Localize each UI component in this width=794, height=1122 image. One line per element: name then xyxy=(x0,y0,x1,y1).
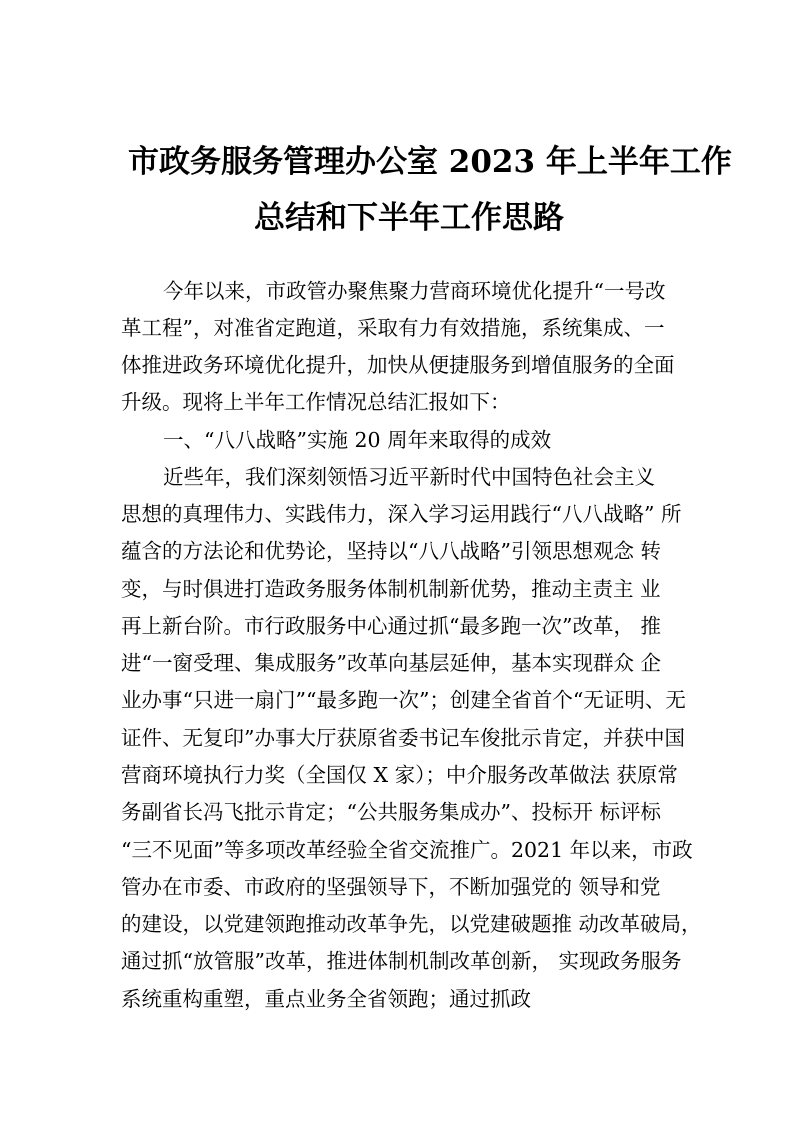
paragraph-line: 的建设，以党建领跑推动改革争先，以党建破题推 动改革破局， xyxy=(121,912,702,936)
paragraph-line: 今年以来，市政管办聚焦聚力营商环境优化提升“一号改 xyxy=(163,279,666,303)
paragraph-line: 进“一窗受理、集成服务”改革向基层延伸，基本实现群众 企 xyxy=(121,651,661,675)
paragraph-line: 思想的真理伟力、实践伟力，深入学习运用践行“八八战略” 所 xyxy=(121,502,682,526)
paragraph-line: 营商环境执行力奖（全国仅 X 家）；中介服务改革做法 获原常 xyxy=(121,763,678,787)
paragraph-line: “三不见面”等多项改革经验全省交流推广。2021 年以来，市政 xyxy=(121,838,693,862)
paragraph-line: 蕴含的方法论和优势论，坚持以“八八战略”引领思想观念 转 xyxy=(121,539,661,563)
paragraph-line: 体推进政务环境优化提升，加快从便捷服务到增值服务的全面 xyxy=(121,353,675,377)
paragraph-line: 变，与时俱进打造政务服务体制机制新优势，推动主责主 业 xyxy=(121,577,661,601)
paragraph-line: 近些年，我们深刻领悟习近平新时代中国特色社会主义 xyxy=(163,465,655,489)
document-title-line-1: 市政务服务管理办公室 2023 年上半年工作 xyxy=(128,144,732,180)
paragraph-line: 管办在市委、市政府的坚强领导下，不断加强党的 领导和党 xyxy=(121,875,661,899)
paragraph-line: 务副省长冯飞批示肯定；“公共服务集成办”、投标开 标评标 xyxy=(121,800,661,824)
document-title-line-2: 总结和下半年工作思路 xyxy=(254,200,564,236)
paragraph-line: 通过抓“放管服”改革，推进体制机制改革创新， 实现政务服务 xyxy=(121,949,682,973)
paragraph-line: 革工程”，对准省定跑道，采取有力有效措施，系统集成、一 xyxy=(121,316,665,340)
paragraph-line: 系统重构重塑，重点业务全省领跑；通过抓政 xyxy=(121,987,531,1011)
paragraph-line: 再上新台阶。市行政服务中心通过抓“最多跑一次”改革， 推 xyxy=(121,614,661,638)
section-heading: 一、“八八战略”实施 20 周年来取得的成效 xyxy=(163,428,552,452)
paragraph-line: 升级。现将上半年工作情况总结汇报如下： xyxy=(121,390,511,414)
paragraph-line: 业办事“只进一扇门”“最多跑一次”；创建全省首个“无证明、无 xyxy=(121,688,686,712)
paragraph-line: 证件、无复印”办事大厅获原省委书记车俊批示肯定，并获中国 xyxy=(121,726,685,750)
